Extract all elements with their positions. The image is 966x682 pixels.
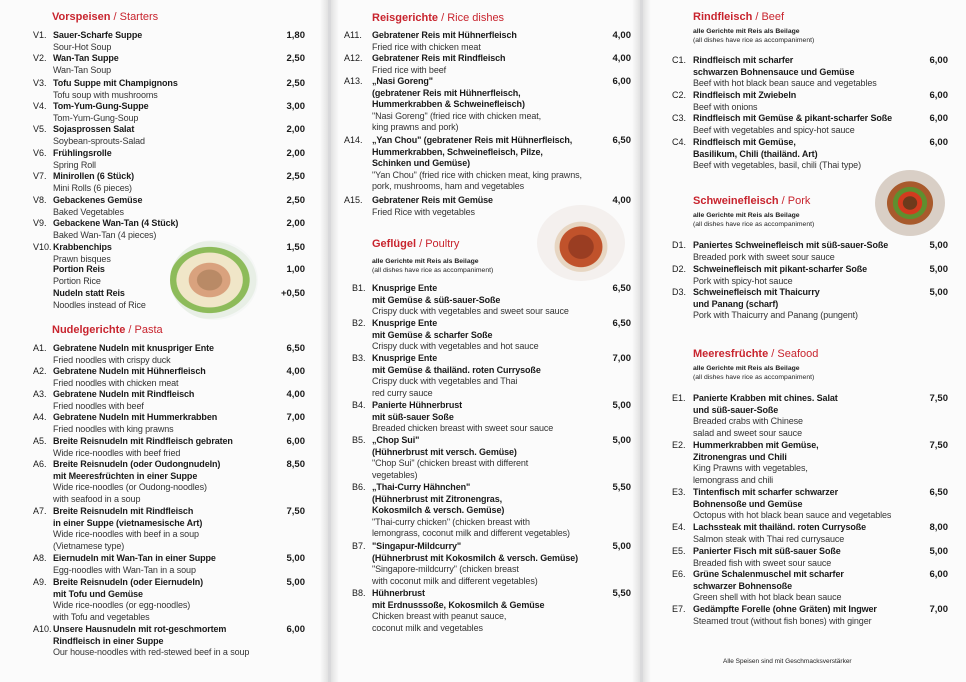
- section-title-de: Nudelgerichte: [52, 324, 126, 336]
- item-name-en: Fried noodles with king prawns: [53, 423, 174, 434]
- item-name-de: Panierter Fisch mit süß-sauer Soße: [693, 546, 841, 556]
- item-number: E5.: [672, 546, 686, 556]
- item-name-en: Beef with vegetables and spicy-hot sauce: [693, 124, 855, 135]
- item-name-de: Tintenfisch mit scharfer schwarzer Bohnensoße und Gemüse: [693, 487, 838, 509]
- item-price: 7,00: [929, 604, 948, 615]
- item-name-de: Breite Reisnudeln mit Rindfleisch in einer Suppe (vietnamesische Art): [53, 506, 203, 528]
- item-name-de: „Yan Chou" (gebratener Reis mit Hühnerfleisch, Hummerkrabben, Schweinefleisch, Pilze, Schinken und Gemüse): [372, 135, 573, 169]
- item-name-de: Gebratener Reis mit Hühnerfleisch: [372, 30, 517, 40]
- item-number: A12.: [344, 53, 363, 63]
- item-name-de: Gebratene Nudeln mit Hummerkrabben: [53, 412, 218, 422]
- section-header-seafood: Meeresfrüchte / Seafood: [693, 348, 819, 360]
- item-name-de: Knusprige Ente mit Gemüse & thailänd. roten Currysoße: [372, 353, 541, 375]
- item-name-de: Tom-Yum-Gung-Suppe: [53, 101, 149, 111]
- item-name-en: Crispy duck with vegetables and Thai red curry sauce: [372, 376, 518, 398]
- item-name-en: Beef with vegetables, basil, chili (Thai type): [693, 160, 861, 171]
- item-price: 4,00: [612, 195, 631, 206]
- section-header-pork: Schweinefleisch / Pork: [693, 195, 811, 207]
- item-name-en: Baked Vegetables: [53, 206, 124, 217]
- accompaniment-note: [693, 364, 814, 382]
- item-name-de: Lachssteak mit thailänd. roten Currysoße: [693, 522, 867, 532]
- item-name-en: Steamed trout (without fish bones) with ginger: [693, 615, 872, 626]
- item-name-de: Frühlingsrolle: [53, 148, 112, 158]
- item-number: A15.: [344, 195, 363, 205]
- item-name-en: Our house-noodles with red-stewed beef in a soup: [53, 647, 250, 658]
- item-name-en: "Thai-curry chicken" (chicken breast with lemongrass, coconut milk and different vegetables): [372, 516, 570, 539]
- item-name-en: Baked Wan-Tan (4 pieces): [53, 229, 157, 240]
- item-price: 6,00: [929, 569, 948, 580]
- item-number: B4.: [352, 400, 366, 410]
- menu-panel-right: [643, 0, 966, 682]
- item-name-de: Hummerkrabben mit Gemüse, Zitronengras und Chili: [693, 440, 819, 462]
- menu-panel-left: [0, 0, 328, 682]
- item-price: 5,00: [929, 546, 948, 557]
- item-name-de: „Thai-Curry Hähnchen" (Hühnerbrust mit Zitronengras, Kokosmilch & versch. Gemüse): [372, 482, 505, 516]
- item-name-en: Egg-noodles with Wan-Tan in a soup: [53, 564, 196, 575]
- item-name-en: Wide rice-noodles with beef fried: [53, 447, 181, 458]
- item-number: A7.: [33, 506, 47, 516]
- section-title-en: Starters: [119, 11, 159, 23]
- section-title-de: Schweinefleisch: [693, 195, 779, 207]
- item-number: B8.: [352, 588, 366, 598]
- item-price: 3,00: [286, 101, 305, 112]
- item-price: 5,00: [286, 577, 305, 588]
- item-number: V7.: [33, 171, 47, 181]
- item-price: 5,00: [929, 287, 948, 298]
- item-number: A2.: [33, 366, 47, 376]
- item-name-de: Breite Reisnudeln mit Rindfleisch gebraten: [53, 436, 233, 446]
- item-number: V9.: [33, 218, 47, 228]
- item-price: 5,00: [286, 553, 305, 564]
- item-price: 5,00: [929, 264, 948, 275]
- item-number: A5.: [33, 436, 47, 446]
- item-price: 1,80: [286, 30, 305, 41]
- item-price: 6,50: [929, 487, 948, 498]
- item-number: E7.: [672, 604, 686, 614]
- note-de: alle Gerichte mit Reis als Beilage: [693, 28, 800, 35]
- item-price: 5,50: [612, 588, 631, 599]
- note-de: alle Gerichte mit Reis als Beilage: [693, 212, 800, 219]
- item-name-en: "Nasi Goreng" (fried rice with chicken meat, king prawns and pork): [372, 110, 542, 133]
- item-name-en: Green shell with hot black bean sauce: [693, 592, 842, 603]
- item-name-de: Gedämpfte Forelle (ohne Gräten) mit Ingwer: [693, 604, 877, 614]
- accompaniment-note: [693, 27, 814, 45]
- item-price: 7,50: [929, 393, 948, 404]
- item-name-en: Spring Roll: [53, 159, 96, 170]
- section-title-en: Pasta: [134, 324, 163, 336]
- note-en: (all dishes have rice as accompaniment): [372, 267, 494, 274]
- item-name-en: Pork with Thaicurry and Panang (pungent): [693, 310, 858, 321]
- item-price: 5,00: [612, 400, 631, 411]
- item-number: C3.: [672, 113, 687, 123]
- item-price: 5,00: [612, 541, 631, 552]
- item-name-en: Crispy duck with vegetables and hot sauce: [372, 341, 539, 352]
- section-title-en: Pork: [787, 195, 811, 207]
- item-price: 6,00: [286, 436, 305, 447]
- item-number: A10.: [33, 624, 52, 634]
- item-number: A4.: [33, 412, 47, 422]
- note-en: (all dishes have rice as accompaniment): [693, 374, 815, 381]
- item-name-en: Fried rice with beef: [372, 64, 447, 75]
- item-number: B5.: [352, 435, 366, 445]
- item-name-de: Hühnerbrust mit Erdnusssoße, Kokosmilch & Gemüse: [372, 588, 545, 610]
- item-name-en: Breaded pork with sweet sour sauce: [693, 251, 835, 262]
- item-number: B7.: [352, 541, 366, 551]
- item-number: V5.: [33, 124, 47, 134]
- item-number: A8.: [33, 553, 47, 563]
- item-price: 4,00: [612, 30, 631, 41]
- item-price: 6,50: [612, 283, 631, 294]
- item-price: 7,50: [929, 440, 948, 451]
- item-price: 2,50: [286, 171, 305, 182]
- item-name-de: Nudeln statt Reis: [53, 288, 125, 298]
- item-number: A3.: [33, 389, 47, 399]
- note-de: alle Gerichte mit Reis als Beilage: [372, 258, 479, 265]
- item-name-de: Gebackenes Gemüse: [53, 195, 143, 205]
- item-name-en: Wide rice-noodles (or Oudong-noodles) with seafood in a soup: [53, 482, 207, 504]
- item-name-en: Wide rice-noodles (or egg-noodles) with Tofu and vegetables: [53, 600, 191, 622]
- item-name-en: Noodles instead of Rice: [53, 299, 146, 310]
- item-price: 4,00: [612, 53, 631, 64]
- item-number: A1.: [33, 343, 47, 353]
- item-name-en: Beef with onions: [693, 101, 758, 112]
- item-number: A6.: [33, 459, 47, 469]
- section-header-starters: Vorspeisen / Starters: [52, 11, 159, 23]
- item-name-de: Portion Reis: [53, 264, 105, 274]
- item-name-de: "Singapur-Mildcurry" (Hühnerbrust mit Kokosmilch & versch. Gemüse): [372, 541, 579, 563]
- item-number: V4.: [33, 101, 47, 111]
- item-number: A14.: [344, 135, 363, 145]
- item-name-en: "Yan Chou" (fried rice with chicken meat, king prawns, pork, mushrooms, ham and vegetables: [372, 169, 582, 192]
- item-price: 4,00: [286, 366, 305, 377]
- item-name-en: "Singapore-mildcurry" (chicken breast with coconut milk and different vegetables): [372, 564, 538, 586]
- item-name-de: Panierte Hühnerbrust mit süß-sauer Soße: [372, 400, 463, 422]
- item-name-en: Breaded fish with sweet sour sauce: [693, 557, 832, 568]
- item-price: 6,00: [929, 113, 948, 124]
- item-name-en: Chicken breast with peanut sauce, coconut milk and vegetables: [372, 611, 507, 633]
- item-name-de: Gebratene Nudeln mit Rindfleisch: [53, 389, 195, 399]
- item-name-en: Wan-Tan Soup: [53, 64, 111, 75]
- item-price: 6,00: [929, 55, 948, 66]
- note-en: (all dishes have rice as accompaniment): [693, 221, 815, 228]
- item-number: A9.: [33, 577, 47, 587]
- item-name-de: Gebratene Nudeln mit Hühnerfleisch: [53, 366, 206, 376]
- accompaniment-note: [693, 211, 814, 229]
- item-number: D3.: [672, 287, 687, 297]
- section-header-pasta: Nudelgerichte / Pasta: [52, 324, 163, 336]
- item-name-en: Tofu soup with mushrooms: [53, 89, 158, 100]
- item-price: 6,00: [929, 137, 948, 148]
- item-number: B6.: [352, 482, 366, 492]
- item-name-en: Sour-Hot Soup: [53, 41, 112, 52]
- accompaniment-note: [372, 257, 493, 275]
- item-price: 7,00: [612, 353, 631, 364]
- item-price: 7,00: [286, 412, 305, 423]
- item-name-en: King Prawns with vegetables, lemongrass and chili: [693, 463, 808, 485]
- item-name-de: Rindfleisch mit Zwiebeln: [693, 90, 797, 100]
- item-name-de: Schweinefleisch mit Thaicurry und Panang (scharf): [693, 287, 820, 309]
- item-name-de: Breite Reisnudeln (oder Eiernudeln) mit Tofu und Gemüse: [53, 577, 204, 599]
- item-name-en: Mini Rolls (6 pieces): [53, 182, 132, 193]
- item-name-en: Soybean-sprouts-Salad: [53, 135, 145, 146]
- item-price: 2,00: [286, 148, 305, 159]
- section-header-rice: Reisgerichte / Rice dishes: [372, 12, 505, 24]
- roast-duck-dish: [537, 205, 625, 281]
- stir-fry-beef-dish: [875, 170, 945, 236]
- item-number: C1.: [672, 55, 687, 65]
- item-price: 8,50: [286, 459, 305, 470]
- item-number: E4.: [672, 522, 686, 532]
- item-name-en: Octopus with hot black bean sauce and vegetables: [693, 510, 892, 521]
- item-name-de: Gebackene Wan-Tan (4 Stück): [53, 218, 179, 228]
- item-number: V10.: [33, 242, 52, 252]
- item-price: 5,50: [612, 482, 631, 493]
- item-name-en: Fried noodles with chicken meat: [53, 377, 179, 388]
- item-name-de: Breite Reisnudeln (oder Oudongnudeln) mit Meeresfrüchten in einer Suppe: [53, 459, 221, 481]
- item-number: E3.: [672, 487, 686, 497]
- item-price: 6,00: [286, 624, 305, 635]
- item-price: 6,00: [612, 76, 631, 87]
- item-name-de: Rindfleisch mit Gemüse, Basilikum, Chili (thailänd. Art): [693, 137, 818, 159]
- item-name-de: Schweinefleisch mit pikant-scharfer Soße: [693, 264, 868, 274]
- item-number: E6.: [672, 569, 686, 579]
- item-name-de: Sauer-Scharfe Suppe: [53, 30, 143, 40]
- item-number: B1.: [352, 283, 366, 293]
- item-name-en: Fried noodles with beef: [53, 400, 144, 411]
- item-name-de: Rindfleisch mit Gemüse & pikant-scharfer Soße: [693, 113, 893, 123]
- item-number: B3.: [352, 353, 366, 363]
- section-title-de: Vorspeisen: [52, 11, 111, 23]
- item-price: 2,50: [286, 53, 305, 64]
- item-name-de: Panierte Krabben mit chines. Salat und süß-sauer-Soße: [693, 393, 838, 415]
- item-price: 1,00: [286, 264, 305, 275]
- fold-shadow: [331, 0, 339, 682]
- item-price: 4,00: [286, 389, 305, 400]
- item-number: V6.: [33, 148, 47, 158]
- item-name-en: Fried noodles with crispy duck: [53, 354, 171, 365]
- section-header-beef: Rindfleisch / Beef: [693, 11, 785, 23]
- section-title-de: Meeresfrüchte: [693, 348, 769, 360]
- item-price: 2,00: [286, 218, 305, 229]
- item-number: A11.: [344, 30, 362, 40]
- item-name-en: Fried rice with chicken meat: [372, 41, 481, 52]
- menu-panel-middle: [331, 0, 640, 682]
- item-price: 6,50: [286, 343, 305, 354]
- note-en: (all dishes have rice as accompaniment): [693, 37, 815, 44]
- item-number: D1.: [672, 240, 687, 250]
- item-name-en: Crispy duck with vegetables and sweet sour sauce: [372, 306, 569, 317]
- item-price: 6,50: [612, 318, 631, 329]
- item-price: 6,50: [612, 135, 631, 146]
- noodle-soup-dish: [170, 240, 258, 320]
- item-name-de: „Nasi Goreng" (gebratener Reis mit Hühnerfleisch, Hummerkrabben & Schweinefleisch): [372, 76, 525, 110]
- item-name-de: Sojasprossen Salat: [53, 124, 135, 134]
- item-name-de: Wan-Tan Suppe: [53, 53, 119, 63]
- item-name-de: Minirollen (6 Stück): [53, 171, 135, 181]
- item-number: A13.: [344, 76, 363, 86]
- item-price: 5,00: [612, 435, 631, 446]
- fold-shadow: [320, 0, 328, 682]
- item-name-en: Breaded crabs with Chinese salad and sweet sour sauce: [693, 416, 803, 438]
- item-name-en: Salmon steak with Thai red currysauce: [693, 533, 845, 544]
- item-number: B2.: [352, 318, 366, 328]
- item-name-de: Paniertes Schweinefleisch mit süß-sauer-Soße: [693, 240, 889, 250]
- item-price: 2,50: [286, 78, 305, 89]
- item-name-de: Gebratene Nudeln mit knuspriger Ente: [53, 343, 214, 353]
- section-title-de: Geflügel: [372, 238, 417, 250]
- item-name-de: Unsere Hausnudeln mit rot-geschmortem Rindfleisch in einer Suppe: [53, 624, 227, 646]
- item-name-en: Wide rice-noodles with beef in a soup (Vietnamese type): [53, 529, 199, 551]
- item-price: 7,50: [286, 506, 305, 517]
- item-name-de: Gebratener Reis mit Gemüse: [372, 195, 493, 205]
- item-name-de: Knusprige Ente mit Gemüse & süß-sauer-Soße: [372, 283, 501, 305]
- item-name-en: Fried Rice with vegetables: [372, 206, 475, 217]
- item-name-en: Pork with spicy-hot sauce: [693, 275, 793, 286]
- item-name-de: Rindfleisch mit scharfer schwarzen Bohnensauce und Gemüse: [693, 55, 855, 77]
- fold-shadow: [632, 0, 640, 682]
- item-name-de: Knusprige Ente mit Gemüse & scharfer Soße: [372, 318, 493, 340]
- item-number: V2.: [33, 53, 47, 63]
- item-name-de: „Chop Sui" (Hühnerbrust mit versch. Gemüse): [372, 435, 517, 457]
- item-name-de: Tofu Suppe mit Champignons: [53, 78, 178, 88]
- section-title-de: Rindfleisch: [693, 11, 753, 23]
- item-name-en: Breaded chicken breast with sweet sour sauce: [372, 423, 554, 434]
- fold-shadow: [643, 0, 651, 682]
- section-title-en: Beef: [761, 11, 785, 23]
- item-name-en: "Chop Sui" (chicken breast with different vegetables): [372, 458, 529, 480]
- item-number: E2.: [672, 440, 686, 450]
- item-price: 8,00: [929, 522, 948, 533]
- item-name-de: Gebratener Reis mit Rindfleisch: [372, 53, 506, 63]
- section-title-de: Reisgerichte: [372, 12, 439, 24]
- footer-note: Alle Speisen sind mit Geschmacksverstärker: [723, 658, 852, 665]
- item-name-en: Beef with hot black bean sauce and vegetables: [693, 78, 877, 89]
- item-number: V3.: [33, 78, 47, 88]
- item-name-en: Tom-Yum-Gung-Soup: [53, 112, 139, 123]
- item-number: C4.: [672, 137, 687, 147]
- item-number: C2.: [672, 90, 687, 100]
- item-price: +0,50: [280, 288, 305, 299]
- item-name-de: Eiernudeln mit Wan-Tan in einer Suppe: [53, 553, 216, 563]
- item-price: 1,50: [286, 242, 305, 253]
- item-number: E1.: [672, 393, 686, 403]
- section-title-en: Rice dishes: [447, 12, 505, 24]
- item-number: V1.: [33, 30, 47, 40]
- item-name-de: Grüne Schalenmuschel mit scharfer schwarzer Bohnensoße: [693, 569, 844, 591]
- item-price: 5,00: [929, 240, 948, 251]
- item-name-de: Krabbenchips: [53, 242, 112, 252]
- item-price: 2,00: [286, 124, 305, 135]
- section-header-poultry: Geflügel / Poultry: [372, 238, 460, 250]
- item-number: V8.: [33, 195, 47, 205]
- note-de: alle Gerichte mit Reis als Beilage: [693, 365, 800, 372]
- section-title-en: Seafood: [777, 348, 819, 360]
- item-name-en: Prawn bisques: [53, 253, 111, 264]
- item-name-en: Portion Rice: [53, 275, 101, 286]
- item-price: 6,00: [929, 90, 948, 101]
- item-price: 2,50: [286, 195, 305, 206]
- item-number: D2.: [672, 264, 687, 274]
- section-title-en: Poultry: [425, 238, 460, 250]
